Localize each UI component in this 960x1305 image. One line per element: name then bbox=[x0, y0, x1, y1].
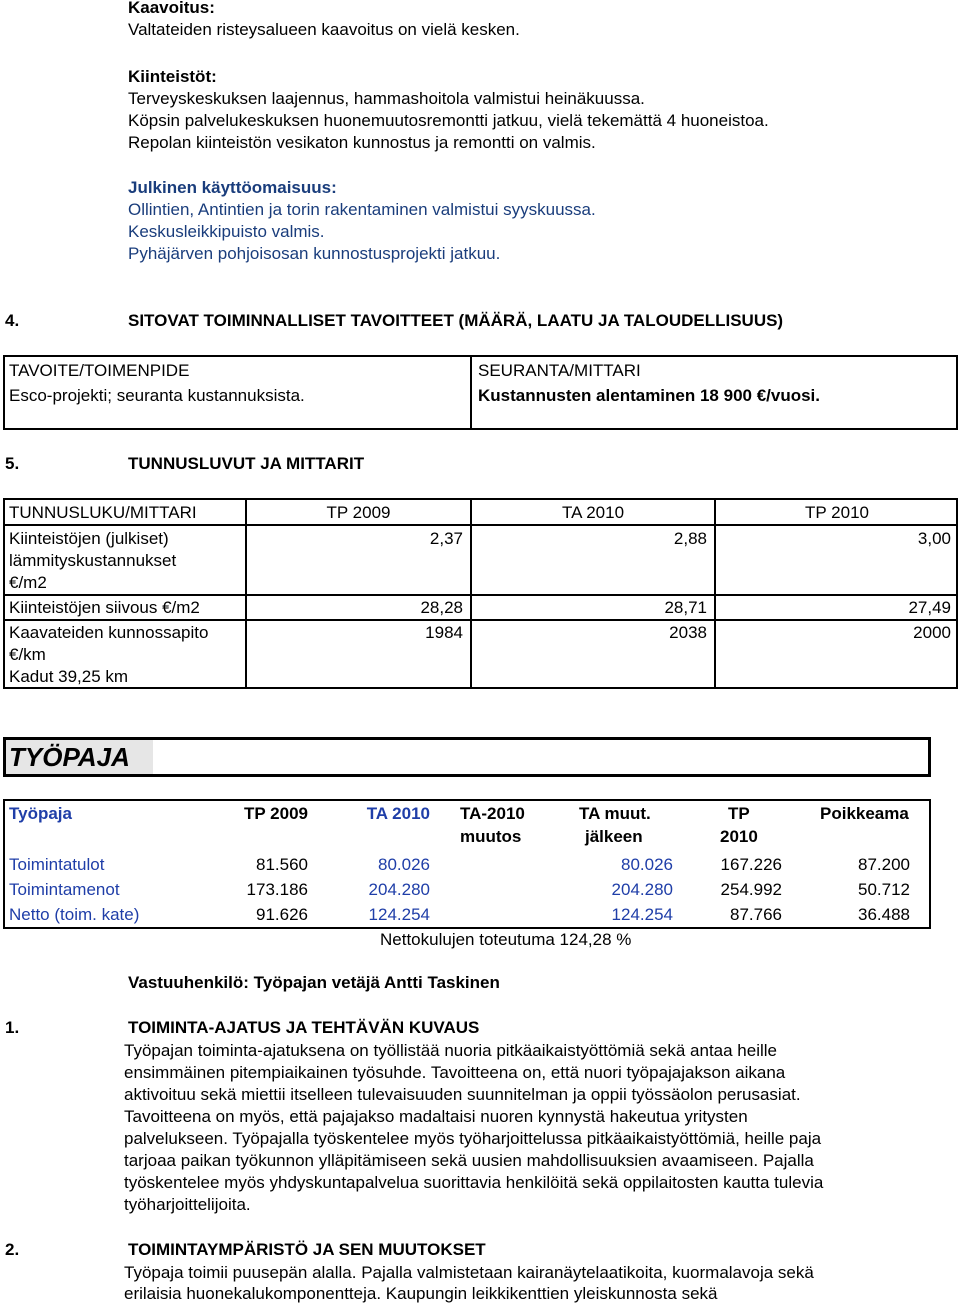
t1-paragraph-line: aktivoituu sekä miettii itselleen tulevaisuuden suunnitelman ja oppii työssäolon perusasiat. bbox=[124, 1085, 801, 1104]
metrics-value: 28,28 bbox=[420, 598, 463, 617]
tyopaja-value: 87.766 bbox=[730, 905, 782, 924]
metrics-header: TP 2010 bbox=[805, 503, 869, 522]
tyopaja-value: 167.226 bbox=[720, 855, 782, 874]
tyopaja-value: 91.626 bbox=[256, 905, 308, 924]
kiinteistot-line: Terveyskeskuksen laajennus, hammashoitola valmistui heinäkuussa. bbox=[128, 89, 645, 108]
goals-col2-header: SEURANTA/MITTARI bbox=[478, 361, 641, 380]
metrics-row-line bbox=[3, 619, 958, 621]
tyopaja-value: 87.200 bbox=[858, 855, 910, 874]
tyopaja-value: 36.488 bbox=[858, 905, 910, 924]
t1-paragraph-line: työharjoittelijoita. bbox=[124, 1195, 251, 1214]
metrics-col-line bbox=[245, 498, 247, 689]
metrics-col-line bbox=[470, 498, 472, 689]
goals-table-divider bbox=[470, 355, 472, 430]
metrics-row-label: Kiinteistöjen siivous €/m2 bbox=[9, 598, 200, 617]
metrics-col-line bbox=[714, 498, 716, 689]
tyopaja-row-label: Netto (toim. kate) bbox=[9, 905, 140, 924]
tyopaja-header: muutos bbox=[460, 827, 522, 846]
metrics-value: 3,00 bbox=[917, 529, 951, 548]
metrics-value: 2000 bbox=[913, 623, 951, 642]
goals-col1-value: Esco-projekti; seuranta kustannuksista. bbox=[9, 386, 305, 405]
tyopaja-value: 204.280 bbox=[368, 880, 430, 899]
metrics-row-label: Kaavateiden kunnossapito bbox=[9, 623, 209, 642]
julkinen-line: Pyhäjärven pohjoisosan kunnostusprojekti jatkuu. bbox=[128, 244, 501, 263]
tyopaja-header: TP bbox=[728, 804, 750, 823]
tyopaja-value: 80.026 bbox=[378, 855, 430, 874]
t2-paragraph-line: erilaisia huonekalukomponentteja. Kaupungin leikkikenttien yleiskunnosta sekä bbox=[124, 1284, 718, 1303]
section5-number: 5. bbox=[5, 454, 20, 473]
tyopaja-value: 124.254 bbox=[611, 905, 673, 924]
tyopaja-header: Poikkeama bbox=[820, 804, 909, 823]
tyopaja-header: TA muut. bbox=[579, 804, 651, 823]
tyopaja-header: Työpaja bbox=[9, 804, 72, 823]
t1-paragraph-line: Tavoitteena on myös, että pajajakso madaltaisi nuoren kynnystä hakeutua yritysten bbox=[124, 1107, 748, 1126]
kaavoitus-title: Kaavoitus: bbox=[128, 0, 215, 17]
t1-paragraph-line: työskentelee myös yhdyskuntapalvelua suorittavia henkilöitä sekä oppilaitosten kautta tulevia bbox=[124, 1173, 824, 1192]
kiinteistot-line: Repolan kiinteistön vesikaton kunnostus ja remontti on valmis. bbox=[128, 133, 596, 152]
metrics-row-line bbox=[3, 594, 958, 596]
tyopaja-value: 81.560 bbox=[256, 855, 308, 874]
t1-paragraph-line: ensimmäinen pitempiaikainen työsuhde. Tavoitteena on, että nuori työpajajakson aikana bbox=[124, 1063, 786, 1082]
metrics-row-label: Kadut 39,25 km bbox=[9, 667, 129, 686]
t2-paragraph-line: Työpaja toimii puusepän alalla. Pajalla valmistetaan kairanäytelaatikoita, kuormalavoja sekä bbox=[124, 1263, 814, 1282]
metrics-header: TA 2010 bbox=[561, 503, 625, 522]
t2-number: 2. bbox=[5, 1240, 20, 1259]
tyopaja-value: 124.254 bbox=[368, 905, 430, 924]
tyopaja-banner bbox=[3, 737, 931, 777]
tyopaja-value: 80.026 bbox=[621, 855, 673, 874]
julkinen-line: Ollintien, Antintien ja torin rakentaminen valmistui syyskuussa. bbox=[128, 200, 596, 219]
metrics-row-label: €/m2 bbox=[9, 573, 47, 592]
metrics-value: 2,37 bbox=[429, 529, 463, 548]
metrics-row-label: lämmityskustannukset bbox=[9, 551, 177, 570]
tyopaja-row-label: Toimintamenot bbox=[9, 880, 120, 899]
tyopaja-header: TA 2010 bbox=[366, 804, 430, 823]
julkinen-title: Julkinen käyttöomaisuus: bbox=[128, 178, 337, 197]
metrics-value: 2,88 bbox=[673, 529, 707, 548]
tyopaja-value: 254.992 bbox=[720, 880, 782, 899]
kaavoitus-line: Valtateiden risteysalueen kaavoitus on vielä kesken. bbox=[128, 20, 520, 39]
goals-col2-value: Kustannusten alentaminen 18 900 €/vuosi. bbox=[478, 386, 821, 405]
metrics-header-line bbox=[3, 524, 958, 526]
t1-paragraph-line: palvelukseen. Työpajalla työskentelee myös työharjoittelussa pitkäaikaistyöttömiä, heille paja bbox=[124, 1129, 822, 1148]
tyopaja-row-label: Toimintatulot bbox=[9, 855, 105, 874]
metrics-value: 27,49 bbox=[908, 598, 951, 617]
t2-title: TOIMINTAYMPÄRISTÖ JA SEN MUUTOKSET bbox=[128, 1240, 486, 1259]
metrics-value: 28,71 bbox=[664, 598, 707, 617]
section4-title: SITOVAT TOIMINNALLISET TAVOITTEET (MÄÄRÄ, LAATU JA TALOUDELLISUUS) bbox=[128, 311, 784, 330]
tyopaja-header: jälkeen bbox=[585, 827, 643, 846]
section4-number: 4. bbox=[5, 311, 20, 330]
tyopaja-header: TP 2009 bbox=[244, 804, 308, 823]
t1-title: TOIMINTA-AJATUS JA TEHTÄVÄN KUVAUS bbox=[128, 1018, 480, 1037]
tyopaja-header: 2010 bbox=[720, 827, 758, 846]
tyopaja-value: 204.280 bbox=[611, 880, 673, 899]
metrics-value: 2038 bbox=[669, 623, 707, 642]
tyopaja-value: 50.712 bbox=[858, 880, 910, 899]
kiinteistot-line: Köpsin palvelukeskuksen huonemuutosremontti jatkuu, vielä tekemättä 4 huoneistoa. bbox=[128, 111, 769, 130]
julkinen-line: Keskusleikkipuisto valmis. bbox=[128, 222, 325, 241]
kiinteistot-title: Kiinteistöt: bbox=[128, 67, 217, 86]
metrics-row-label: €/km bbox=[9, 645, 46, 664]
t1-number: 1. bbox=[5, 1018, 20, 1037]
tyopaja-header: TA-2010 bbox=[460, 804, 525, 823]
metrics-row-label: Kiinteistöjen (julkiset) bbox=[9, 529, 169, 548]
t1-paragraph-line: tarjoaa paikan työkunnon ylläpitämiseen sekä uusien mahdollisuuksien avaamiseen. Pajalla bbox=[124, 1151, 814, 1170]
section5-title: TUNNUSLUVUT JA MITTARIT bbox=[128, 454, 365, 473]
tyopaja-note: Nettokulujen toteutuma 124,28 % bbox=[380, 930, 632, 949]
metrics-header: TUNNUSLUKU/MITTARI bbox=[9, 503, 197, 522]
tyopaja-responsible: Vastuuhenkilö: Työpajan vetäjä Antti Taskinen bbox=[128, 973, 500, 992]
t1-paragraph-line: Työpajan toiminta-ajatuksena on työllistää nuoria pitkäaikaistyöttömiä sekä antaa heille bbox=[124, 1041, 777, 1060]
metrics-header: TP 2009 bbox=[326, 503, 391, 522]
tyopaja-value: 173.186 bbox=[246, 880, 308, 899]
goals-col1-header: TAVOITE/TOIMENPIDE bbox=[9, 361, 190, 380]
metrics-value: 1984 bbox=[425, 623, 463, 642]
tyopaja-banner-label: TYÖPAJA bbox=[6, 740, 153, 774]
